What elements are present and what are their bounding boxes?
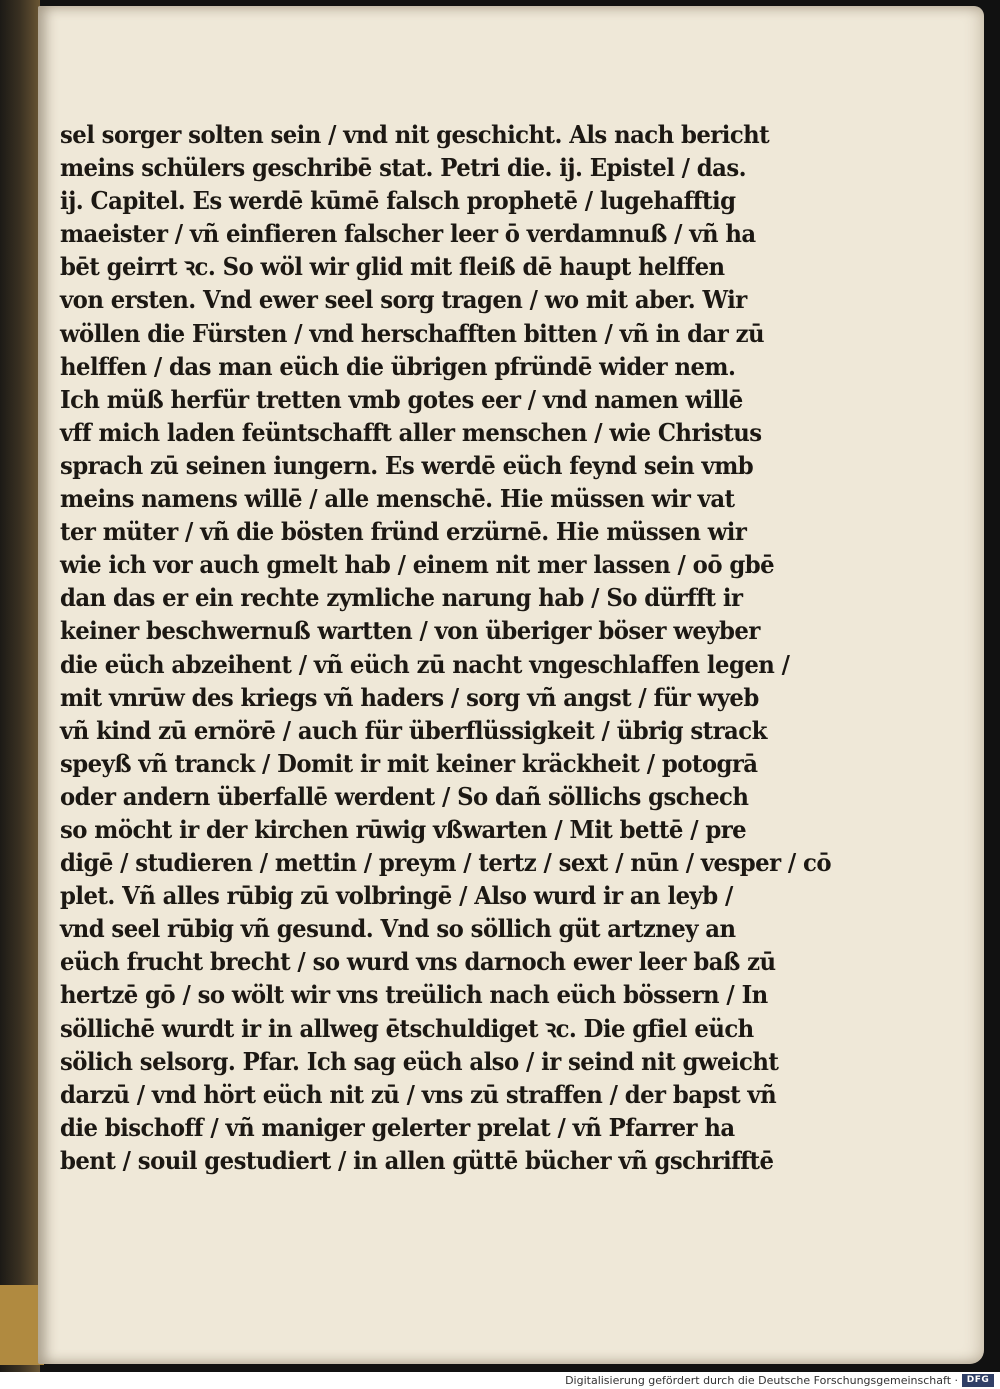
text-line: dan das er ein rechte zymliche narung hab / So dürfft ir [60,583,743,613]
text-line: vnd seel rūbig vñ gesund. Vnd so söllich güt artzney an [60,914,736,944]
text-line: die eüch abzeihent / vñ eüch zū nacht vngeschlaffen legen / [60,649,790,679]
text-line: wöllen die Fürsten / vnd herschafften bitten / vñ in dar zū [60,318,764,348]
page-text-block [60,118,831,1177]
text-line: von ersten. Vnd ewer seel sorg tragen / wo mit aber. Wir [60,285,747,315]
book-page [38,6,984,1364]
text-line: eüch frucht brecht / so wurd vns darnoch ewer leer baß zū [60,947,776,977]
text-line: darzū / vnd hört eüch nit zū / vns zū straffen / der bapst vñ [60,1079,777,1109]
text-line: digē / studieren / mettin / preym / tertz / sext / nūn / vesper / cō [60,848,831,878]
text-line: so möcht ir der kirchen rūwig vßwarten / Mit bettē / pre [60,814,747,844]
book-spine-edge [0,0,40,1372]
text-line: söllichē wurdt ir in allweg ētschuldiget ꝛc. Die gfiel eüch [60,1013,754,1043]
text-line: oder andern überfallē werdent / So dañ söllichs gschech [60,781,749,811]
text-line: maeister / vñ einfieren falscher leer ō verdamnuß / vñ ha [60,219,756,249]
text-line: ij. Capitel. Es werdē kūmē falsch prophetē / lugehafftig [60,186,736,216]
text-line: meins schülers geschribē stat. Petri die. ij. Epistel / das. [60,153,747,183]
text-line: ter müter / vñ die bösten fründ erzürnē. Hie müssen wir [60,517,747,547]
text-line: bēt geirrt ꝛc. So wöl wir glid mit fleiß dē haupt helffen [60,252,725,282]
text-line: sölich selsorg. Pfar. Ich sag eüch also / ir seind nit gweicht [60,1046,779,1076]
text-line: mit vnrūw des kriegs vñ haders / sorg vñ angst / für wyeb [60,682,759,712]
text-line: speyß vñ tranck / Domit ir mit keiner kräckheit / potogrā [60,748,758,778]
text-line: bent / souil gestudiert / in allen güttē bücher vñ gschrifftē [60,1145,774,1175]
text-line: plet. Vñ alles rūbig zū volbringē / Also wurd ir an leyb / [60,881,733,911]
text-line: meins namens willē / alle menschē. Hie müssen wir vat [60,484,735,514]
text-line: sel sorger solten sein / vnd nit geschicht. Als nach bericht [60,120,770,149]
text-line: vff mich laden feüntschafft aller menschen / wie Christus [60,417,762,447]
text-line: keiner beschwernuß wartten / von überiger böser weyber [60,616,760,646]
text-line: sprach zū seinen iungern. Es werdē eüch feynd sein vmb [60,450,754,480]
digitization-footer [0,1372,1000,1389]
text-line: Ich müß herfür tretten vmb gotes eer / vnd namen willē [60,384,743,414]
funding-credit: Digitalisierung gefördert durch die Deutsche Forschungsgemeinschaft · [565,1374,958,1387]
text-line: helffen / das man eüch die übrigen pfründē wider nem. [60,351,736,381]
text-line: die bischoff / vñ maniger gelerter prelat / vñ Pfarrer ha [60,1112,735,1142]
dfg-logo: DFG [962,1374,994,1387]
text-line: hertzē gō / so wölt wir vns treülich nach eüch bössern / In [60,980,768,1010]
text-line: wie ich vor auch gmelt hab / einem nit mer lassen / oō gbē [60,550,775,580]
text-line: vñ kind zū ernörē / auch für überflüssigkeit / übrig strack [60,715,767,745]
